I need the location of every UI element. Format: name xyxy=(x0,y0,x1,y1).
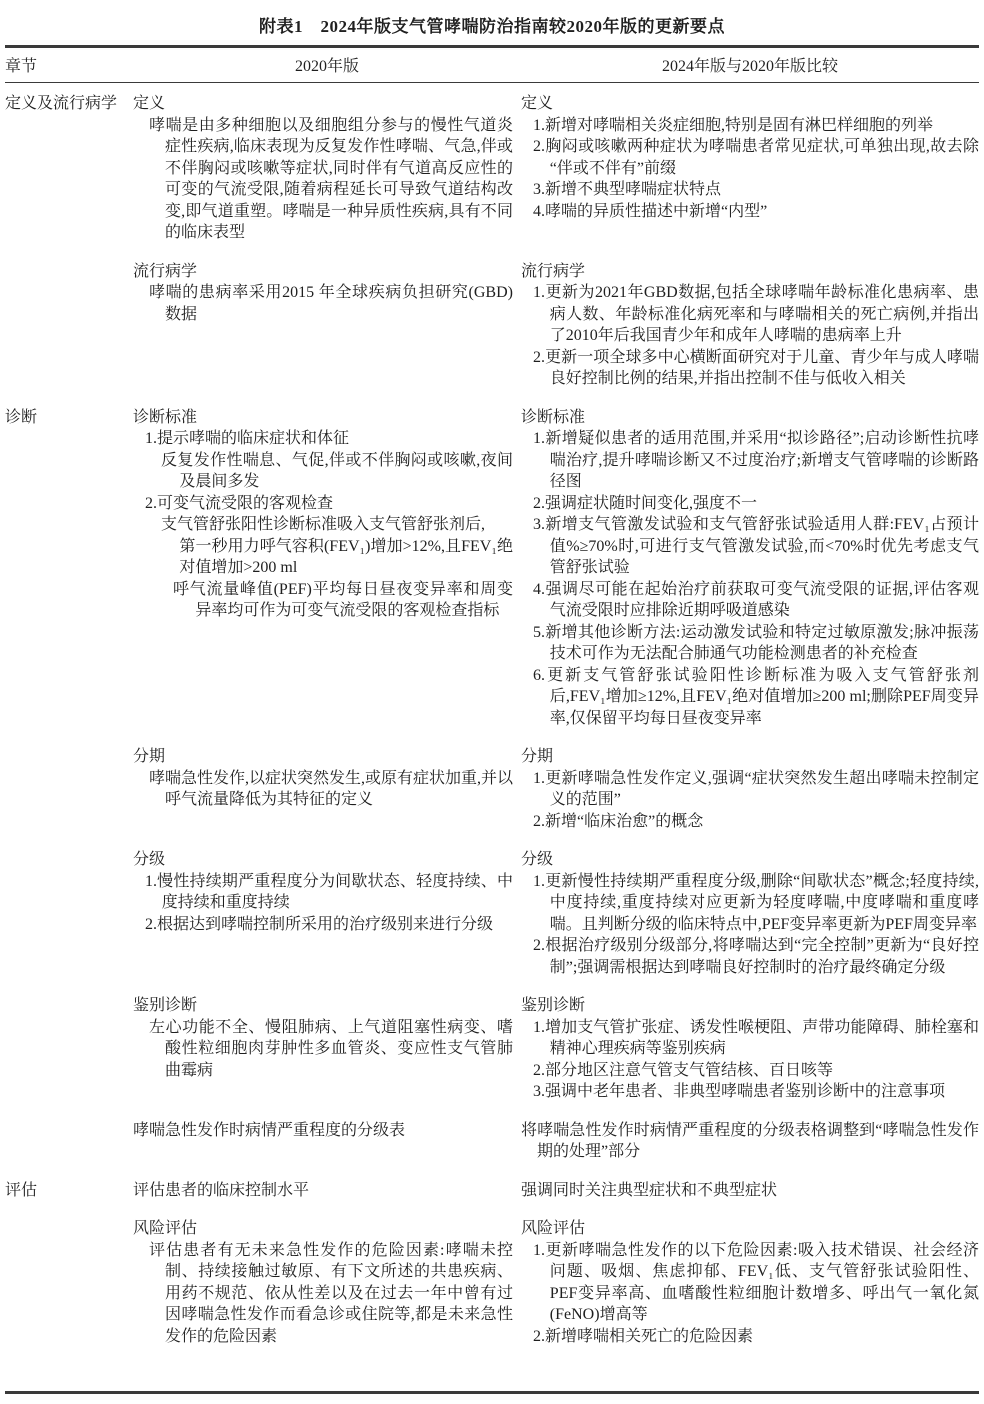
column-header-chapter: 章节 xyxy=(5,58,38,75)
cell-2020 xyxy=(133,93,513,244)
table-row xyxy=(133,1218,979,1347)
text-block: 6.更新支气管舒张试验阳性诊断标准为吸入支气管舒张剂后,FEV₁增加≥12%,且FEV₁绝对值增加≥200 ml;删除PEF周变异率,仅保留平均每日昼夜变异率 xyxy=(533,666,979,727)
text-block: 左心功能不全、慢阻肺病、上气道阻塞性病变、嗜酸性粒细胞肉芽肿性多血管炎、变应性支气管肺曲霉病 xyxy=(149,1018,513,1079)
section-heading: 分期 xyxy=(521,748,554,765)
cell-2024 xyxy=(521,746,979,832)
cell-2024 xyxy=(521,407,979,730)
text-block: 1.更新哮喘急性发作的以下危险因素:吸入技术错误、社会经济问题、吸烟、焦虑抑郁、FEV₁低、支气管舒张试验阳性、PEF变异率高、血嗜酸性粒细胞计数增多、呼出气一氧化氮(FeNO)增高等 xyxy=(533,1241,979,1323)
text-block: 3.新增不典型哮喘症状特点 xyxy=(533,181,722,198)
text-block: 1.更新哮喘急性发作定义,强调“症状突然发生超出哮喘未控制定义的范围” xyxy=(533,769,979,808)
text-block: 评估患者有无未来急性发作的危险因素:哮喘未控制、持续接触过敏原、有下文所述的共患疾病、用药不规范、依从性差以及在过去一年中曾有过因哮喘急性发作而看急诊或住院等,都是未来急性发作的危险因素 xyxy=(149,1241,513,1345)
section-rows xyxy=(133,1180,979,1348)
text-block: 1.慢性持续期严重程度分为间歇状态、轻度持续、中度持续和重度持续 xyxy=(145,872,513,911)
cell-2024 xyxy=(521,849,979,978)
table-row xyxy=(133,1180,979,1202)
section-heading: 诊断标准 xyxy=(133,408,198,426)
section-heading: 流行病学 xyxy=(521,262,586,280)
text-block: 哮喘急性发作,以症状突然发生,或原有症状加重,并以呼气流量降低为其特征的定义 xyxy=(149,769,514,808)
cell-2020 xyxy=(133,849,513,978)
cell-2020 xyxy=(133,1180,513,1202)
text-block: 1.新增对哮喘相关炎症细胞,特别是固有淋巴样细胞的列举 xyxy=(533,116,934,134)
chapter-cell: 定义及流行病学 xyxy=(5,95,118,112)
section-heading: 定义 xyxy=(521,95,554,112)
cell-2024 xyxy=(521,1218,979,1347)
text-block: 2.新增哮喘相关死亡的危险因素 xyxy=(533,1327,754,1345)
text-block: 哮喘急性发作时病情严重程度的分级表 xyxy=(133,1121,406,1139)
cell-2020 xyxy=(133,261,513,390)
text-block: 2.更新一项全球多中心横断面研究对于儿童、青少年与成人哮喘良好控制比例的结果,并指出控制不佳与低收入相关 xyxy=(533,348,979,387)
section-heading: 诊断标准 xyxy=(521,408,586,426)
section-heading: 分期 xyxy=(133,748,166,765)
text-block: 2.胸闷或咳嗽两种症状为哮喘患者常见症状,可单独出现,故去除“伴或不伴有”前缀 xyxy=(533,138,979,177)
cell-2020 xyxy=(133,995,513,1103)
section-heading: 分级 xyxy=(521,851,554,868)
column-header-2020: 2020年版 xyxy=(294,58,359,75)
cell-2020 xyxy=(133,746,513,832)
text-block: 支气管舒张阳性诊断标准吸入支气管舒张剂后, xyxy=(161,516,486,533)
text-block: 反复发作性喘息、气促,伴或不伴胸闷或咳嗽,夜间及晨间多发 xyxy=(161,451,513,490)
text-block: 评估患者的临床控制水平 xyxy=(133,1181,310,1199)
cell-2020 xyxy=(133,1218,513,1347)
table-body xyxy=(5,83,979,1394)
section-heading: 定义 xyxy=(133,95,166,112)
chapter-cell: 评估 xyxy=(5,1181,38,1199)
cell-2024 xyxy=(521,261,979,390)
table-row xyxy=(133,995,979,1103)
cell-2020 xyxy=(133,407,513,730)
table-section xyxy=(5,93,979,390)
text-block: 4.哮喘的异质性描述中新增“内型” xyxy=(533,202,768,220)
text-block: 3.强调中老年患者、非典型哮喘患者鉴别诊断中的注意事项 xyxy=(533,1083,946,1100)
table-row xyxy=(133,746,979,832)
chapter-cell: 诊断 xyxy=(5,408,38,426)
text-block: 1.提示哮喘的临床症状和体征 xyxy=(145,430,350,447)
text-block: 2.新增“临床治愈”的概念 xyxy=(533,812,704,830)
section-heading: 风险评估 xyxy=(521,1220,586,1237)
text-block: 2.根据治疗级别分级部分,将哮喘达到“完全控制”更新为“良好控制”;强调需根据达到哮喘良好控制时的治疗最终确定分级 xyxy=(533,937,979,976)
cell-2024 xyxy=(521,1120,979,1163)
section-heading: 风险评估 xyxy=(133,1220,198,1237)
section-heading: 鉴别诊断 xyxy=(133,997,198,1014)
table-section xyxy=(5,407,979,1163)
table-title: 附表1 2024年版支气管哮喘防治指南较2020年版的更新要点 xyxy=(259,17,725,36)
table-section xyxy=(5,1180,979,1348)
text-block: 呼气流量峰值(PEF)平均每日昼夜变异率和周变异率均可作为可变气流受限的客观检查指标 xyxy=(173,580,513,619)
section-heading: 流行病学 xyxy=(133,262,198,280)
text-block: 4.强调尽可能在起始治疗前获取可变气流受限的证据,评估客观气流受限时应排除近期呼吸道感染 xyxy=(533,580,979,619)
text-block: 1.更新慢性持续期严重程度分级,删除“间歇状态”概念;轻度持续,中度持续,重度持续对应更新为轻度哮喘,中度哮喘和重度哮喘。且判断分级的临床特点中,PEF变异率更新为PEF周变异率 xyxy=(533,872,979,933)
text-block: 哮喘的患病率采用2015 年全球疾病负担研究(GBD)数据 xyxy=(149,284,513,323)
text-block: 1.更新为2021年GBD数据,包括全球哮喘年龄标准化患病率、患病人数、年龄标准化病死率和与哮喘相关的死亡病例,并指出了2010年后我国青少年和成年人哮喘的患病率上升 xyxy=(533,284,979,344)
text-block: 5.新增其他诊断方法:运动激发试验和特定过敏原激发;脉冲振荡技术可作为无法配合肺通气功能检测患者的补充检查 xyxy=(533,623,979,662)
cell-2020 xyxy=(133,1120,513,1163)
table-row xyxy=(133,1120,979,1163)
text-block: 1.新增疑似患者的适用范围,并采用“拟诊路径”;启动诊断性抗哮喘治疗,提升哮喘诊断又不过度治疗;新增支气管哮喘的诊断路径图 xyxy=(533,430,979,490)
table-row xyxy=(133,261,979,390)
text-block: 2.根据达到哮喘控制所采用的治疗级别来进行分级 xyxy=(145,915,494,933)
table-row xyxy=(133,407,979,730)
text-block: 将哮喘急性发作时病情严重程度的分级表格调整到“哮喘急性发作期的处理”部分 xyxy=(521,1121,979,1160)
text-block: 强调同时关注典型症状和不典型症状 xyxy=(521,1181,778,1199)
section-heading: 鉴别诊断 xyxy=(521,997,586,1014)
cell-2024 xyxy=(521,1180,979,1202)
cell-2024 xyxy=(521,995,979,1103)
text-block: 2.部分地区注意气管支气管结核、百日咳等 xyxy=(533,1061,834,1079)
text-block: 1.增加支气管扩张症、诱发性喉梗阻、声带功能障碍、肺栓塞和精神心理疾病等鉴别疾病 xyxy=(533,1018,979,1057)
table-row xyxy=(133,93,979,244)
section-rows xyxy=(133,93,979,390)
table-header-row xyxy=(5,45,979,83)
cell-2024 xyxy=(521,93,979,244)
section-rows xyxy=(133,407,979,1163)
text-block: 3.新增支气管激发试验和支气管舒张试验适用人群:FEV₁占预计值%≥70%时,可进行支气管激发试验,而<70%时优先考虑支气管舒张试验 xyxy=(533,516,979,576)
text-block: 哮喘是由多种细胞以及细胞组分参与的慢性气道炎症性疾病,临床表现为反复发作性哮喘、气急,伴或不伴胸闷或咳嗽等症状,同时伴有气道高反应性的可变的气流受限,随着病程延长可导致气道结构改变,即气道重塑。哮喘是一种异质性疾病,具有不同的临床表型 xyxy=(149,116,513,241)
text-block: 第一秒用力呼气容积(FEV₁)增加>12%,且FEV₁绝对值增加>200 ml xyxy=(179,537,513,576)
column-header-2024: 2024年版与2020年版比较 xyxy=(661,58,838,75)
text-block: 2.强调症状随时间变化,强度不一 xyxy=(533,494,758,512)
table-row xyxy=(133,849,979,978)
section-heading: 分级 xyxy=(133,851,166,868)
text-block: 2.可变气流受限的客观检查 xyxy=(145,494,334,512)
